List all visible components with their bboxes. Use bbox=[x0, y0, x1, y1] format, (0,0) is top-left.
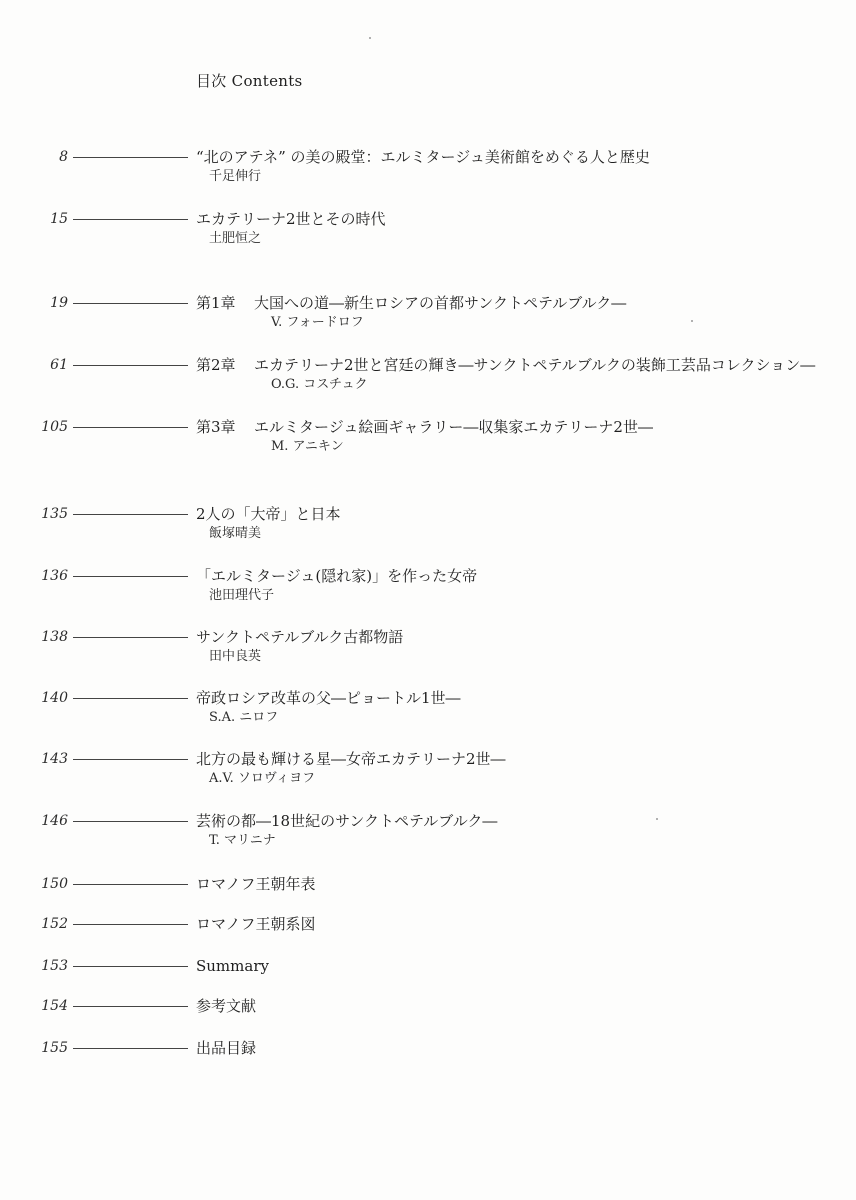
toc-entry[interactable] bbox=[0, 294, 856, 348]
contents-heading: 目次 Contents bbox=[196, 72, 303, 90]
toc-entry[interactable] bbox=[0, 1039, 856, 1093]
page-number: 61 bbox=[50, 357, 68, 373]
toc-entry[interactable] bbox=[0, 356, 856, 410]
entry-title-text: エカテリーナ2世とその時代 bbox=[196, 210, 386, 228]
leader-rule bbox=[73, 219, 188, 220]
entry-author: S.A. ニロフ bbox=[209, 710, 279, 725]
entry-title bbox=[196, 812, 836, 830]
entry-title-text: “北のアテネ” の美の殿堂：エルミタージュ美術館をめぐる人と歴史 bbox=[196, 148, 650, 166]
chapter-label: 第1章 bbox=[196, 294, 236, 312]
page-number: 136 bbox=[41, 568, 68, 584]
toc-entry[interactable] bbox=[0, 418, 856, 472]
leader-rule bbox=[73, 1048, 188, 1049]
page-number: 153 bbox=[41, 958, 68, 974]
scan-speck bbox=[691, 320, 693, 322]
leader-rule bbox=[73, 698, 188, 699]
leader-rule bbox=[73, 966, 188, 967]
entry-title-text: ロマノフ王朝年表 bbox=[196, 875, 316, 893]
toc-entry[interactable] bbox=[0, 505, 856, 559]
leader-rule bbox=[73, 637, 188, 638]
entry-title bbox=[196, 418, 836, 436]
entry-title-text: エルミタージュ絵画ギャラリー―収集家エカテリーナ2世― bbox=[254, 418, 653, 436]
entry-author: M. アニキン bbox=[271, 439, 344, 454]
page-number: 154 bbox=[41, 998, 68, 1014]
leader-rule bbox=[73, 759, 188, 760]
chapter-label: 第3章 bbox=[196, 418, 236, 436]
page-number: 15 bbox=[50, 211, 68, 227]
scan-speck bbox=[369, 37, 371, 39]
entry-title bbox=[196, 356, 836, 374]
page-number: 105 bbox=[41, 419, 68, 435]
entry-author: 土肥恒之 bbox=[209, 231, 262, 246]
entry-author: V. フォードロフ bbox=[271, 315, 364, 330]
entry-author: T. マリニナ bbox=[209, 833, 276, 848]
entry-title bbox=[196, 210, 836, 228]
entry-title-text: 大国への道―新生ロシアの首都サンクトペテルブルク― bbox=[254, 294, 627, 312]
toc-entry[interactable] bbox=[0, 812, 856, 866]
page-number: 135 bbox=[41, 506, 68, 522]
toc-entry[interactable] bbox=[0, 148, 856, 202]
toc-entry[interactable] bbox=[0, 628, 856, 682]
page-number: 150 bbox=[41, 876, 68, 892]
page-number: 155 bbox=[41, 1040, 68, 1056]
entry-title-text: サンクトペテルブルク古都物語 bbox=[196, 628, 404, 646]
toc-entry[interactable] bbox=[0, 210, 856, 264]
page-number: 152 bbox=[41, 916, 68, 932]
leader-rule bbox=[73, 157, 188, 158]
toc-entry[interactable] bbox=[0, 567, 856, 621]
entry-title bbox=[196, 628, 836, 646]
leader-rule bbox=[73, 303, 188, 304]
page-number: 138 bbox=[41, 629, 68, 645]
entry-author: 田中良英 bbox=[209, 649, 262, 664]
entry-title-text: 「エルミタージュ(隠れ家)」を作った女帝 bbox=[196, 567, 478, 585]
entry-title bbox=[196, 915, 836, 933]
scan-speck bbox=[656, 818, 658, 820]
entry-author: 飯塚晴美 bbox=[209, 526, 262, 541]
toc-entry[interactable] bbox=[0, 750, 856, 804]
leader-rule bbox=[73, 924, 188, 925]
entry-title bbox=[196, 997, 836, 1015]
entry-title-text: 2人の「大帝」と日本 bbox=[196, 505, 341, 523]
entry-title-text: ロマノフ王朝系図 bbox=[196, 915, 316, 933]
entry-title bbox=[196, 957, 836, 975]
leader-rule bbox=[73, 1006, 188, 1007]
toc-entry[interactable] bbox=[0, 689, 856, 743]
page-number: 143 bbox=[41, 751, 68, 767]
chapter-label: 第2章 bbox=[196, 356, 236, 374]
entry-author: 千足伸行 bbox=[209, 169, 262, 184]
page-number: 140 bbox=[41, 690, 68, 706]
leader-rule bbox=[73, 821, 188, 822]
entry-title-text: 参考文献 bbox=[196, 997, 257, 1015]
entry-title bbox=[196, 294, 836, 312]
entry-title-text: 帝政ロシア改革の父―ピョートル1世― bbox=[196, 689, 461, 707]
entry-title-text: 北方の最も輝ける星―女帝エカテリーナ2世― bbox=[196, 750, 506, 768]
entry-author: O.G. コスチュク bbox=[271, 377, 368, 392]
entry-title-text: エカテリーナ2世と宮廷の輝き―サンクトペテルブルクの装飾工芸品コレクション― bbox=[254, 356, 816, 374]
leader-rule bbox=[73, 365, 188, 366]
leader-rule bbox=[73, 884, 188, 885]
page-number: 19 bbox=[50, 295, 68, 311]
entry-title bbox=[196, 505, 836, 523]
entry-author: A.V. ソロヴィヨフ bbox=[209, 771, 316, 786]
page-number: 146 bbox=[41, 813, 68, 829]
entry-author: 池田理代子 bbox=[209, 588, 275, 603]
entry-title bbox=[196, 567, 836, 585]
leader-rule bbox=[73, 576, 188, 577]
entry-title bbox=[196, 148, 836, 166]
leader-rule bbox=[73, 514, 188, 515]
leader-rule bbox=[73, 427, 188, 428]
page-number: 8 bbox=[59, 149, 68, 165]
entry-title bbox=[196, 689, 836, 707]
entry-title-text: 芸術の都―18世紀のサンクトペテルブルク― bbox=[196, 812, 498, 830]
entry-title bbox=[196, 1039, 836, 1057]
entry-title-text: 出品目録 bbox=[196, 1039, 257, 1057]
entry-title bbox=[196, 750, 836, 768]
entry-title bbox=[196, 875, 836, 893]
entry-title-text: Summary bbox=[196, 957, 269, 975]
